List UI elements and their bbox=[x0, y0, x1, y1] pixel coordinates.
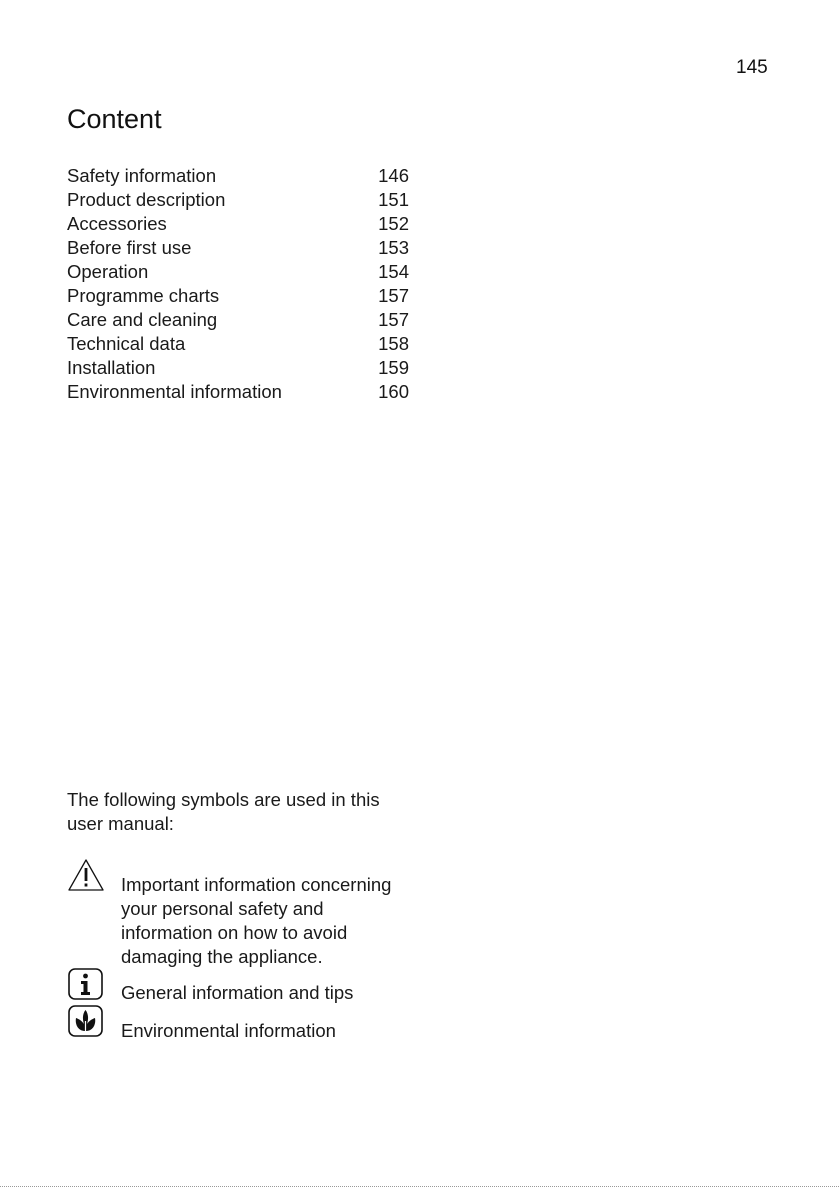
legend-text: Environmental information bbox=[121, 1020, 336, 1041]
toc-entry-page: 160 bbox=[378, 381, 409, 402]
toc-entry-label: Safety information bbox=[67, 165, 217, 186]
toc-entry-label: Accessories bbox=[67, 213, 167, 234]
toc-entry-technical-data[interactable] bbox=[67, 332, 409, 356]
toc-entry-safety-information[interactable] bbox=[67, 164, 409, 188]
toc-entry-programme-charts[interactable] bbox=[67, 284, 409, 308]
toc-entry-care-and-cleaning[interactable] bbox=[67, 308, 409, 332]
toc-entry-page: 153 bbox=[378, 237, 409, 258]
toc-entry-page: 154 bbox=[378, 261, 409, 282]
toc-entry-page: 157 bbox=[378, 285, 409, 306]
toc-entry-label: Programme charts bbox=[67, 285, 220, 306]
toc-entry-page: 151 bbox=[378, 189, 409, 210]
page-bottom-rule bbox=[0, 1186, 839, 1187]
toc-entry-operation[interactable] bbox=[67, 260, 409, 284]
toc-entry-label: Care and cleaning bbox=[67, 309, 218, 330]
page-title: Content bbox=[67, 104, 162, 134]
environment-icon bbox=[67, 1004, 105, 1043]
toc-entry-page: 157 bbox=[378, 309, 409, 330]
legend-text: Important information concerning your personal safety and information on how to avoid damaging the appliance. bbox=[121, 874, 392, 967]
symbols-intro: The following symbols are used in this user manual: bbox=[67, 789, 380, 834]
toc-entry-label: Operation bbox=[67, 261, 149, 282]
warning-triangle-icon bbox=[67, 858, 105, 897]
toc-entry-label: Technical data bbox=[67, 333, 186, 354]
toc-entry-page: 159 bbox=[378, 357, 409, 378]
toc-entry-accessories[interactable] bbox=[67, 212, 409, 236]
toc-entry-installation[interactable] bbox=[67, 356, 409, 380]
toc-entry-before-first-use[interactable] bbox=[67, 236, 409, 260]
toc-entry-label: Product description bbox=[67, 189, 226, 210]
toc-entry-page: 158 bbox=[378, 333, 409, 354]
toc-entry-page: 152 bbox=[378, 213, 409, 234]
page-number: 145 bbox=[736, 57, 768, 78]
table-of-contents bbox=[67, 164, 409, 404]
toc-entry-label: Environmental information bbox=[67, 381, 282, 402]
toc-entry-label: Before first use bbox=[67, 237, 192, 258]
toc-entry-page: 146 bbox=[378, 165, 409, 186]
legend-text: General information and tips bbox=[121, 982, 354, 1003]
toc-entry-product-description[interactable] bbox=[67, 188, 409, 212]
toc-entry-label: Installation bbox=[67, 357, 156, 378]
info-icon bbox=[67, 967, 105, 1006]
toc-entry-environmental-information[interactable] bbox=[67, 380, 409, 404]
